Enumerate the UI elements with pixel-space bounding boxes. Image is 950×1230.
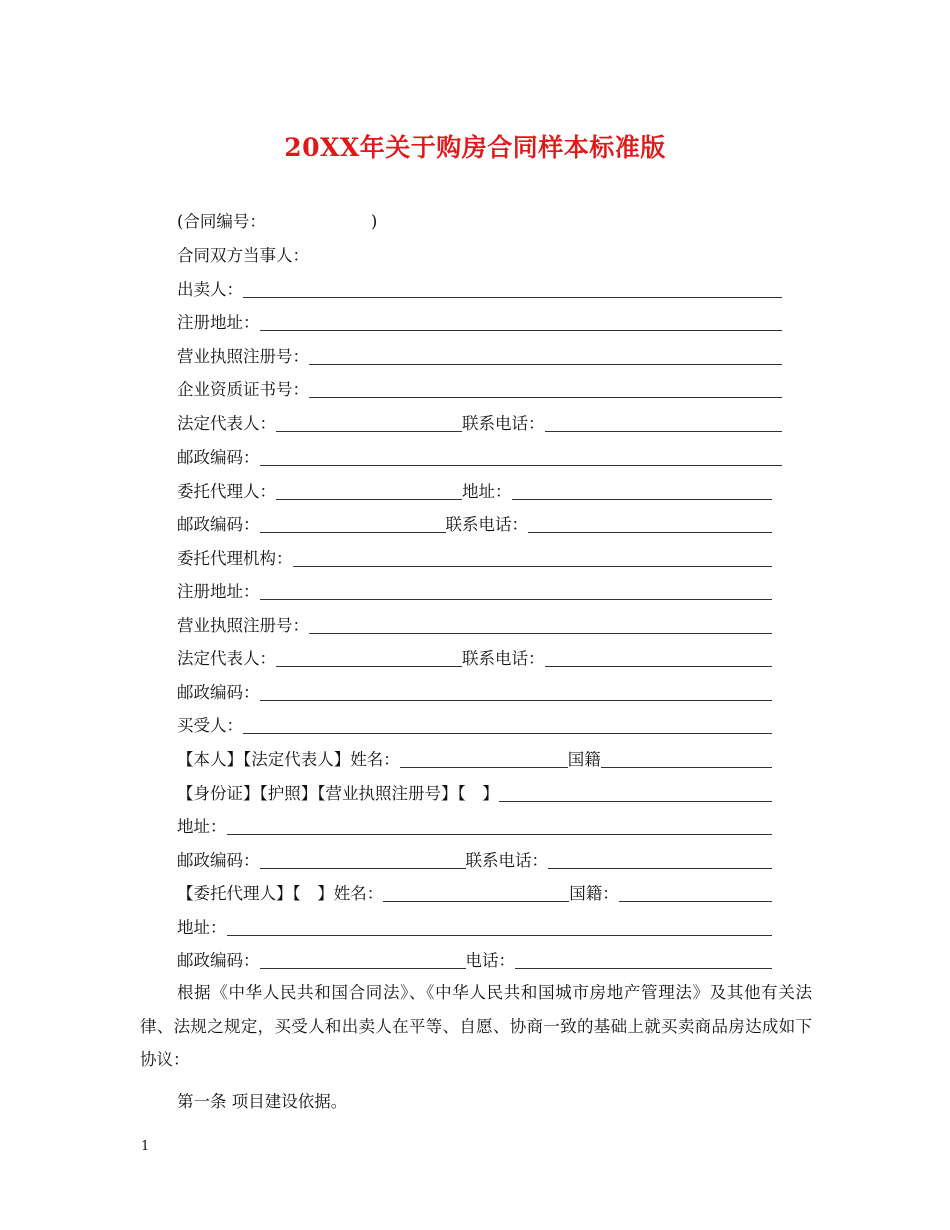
buyer-agent-address-row: 地址： — [177, 910, 772, 940]
buyer-id-field[interactable] — [499, 781, 772, 802]
agent-row: 委托代理人： 地址： — [177, 474, 772, 504]
agency-address-field[interactable] — [260, 579, 773, 600]
seller-postcode-row: 邮政编码： — [177, 440, 782, 470]
agent-address-field[interactable] — [512, 479, 773, 500]
seller-qualification-row: 企业资质证书号： — [177, 372, 782, 402]
buyer-agent-nationality-field[interactable] — [619, 881, 772, 902]
contract-number-label: (合同编号： ) — [177, 212, 378, 231]
buyer-row: 买受人： — [177, 708, 772, 738]
article-1-heading: 第一条 项目建设依据。 — [177, 1092, 348, 1111]
buyer-nationality-field[interactable] — [601, 747, 772, 768]
agent-postcode-row: 邮政编码： 联系电话： — [177, 507, 772, 537]
preamble-paragraph: 根据《中华人民共和国合同法》、《中华人民共和国城市房地产管理法》及其他有关法律、法规之规定，买受人和出卖人在平等、自愿、协商一致的基础上就买卖商品房达成如下协议： — [140, 983, 812, 1069]
seller-legal-rep-field[interactable] — [276, 411, 462, 432]
buyer-phone-field[interactable] — [548, 848, 772, 869]
seller-qualification-field[interactable] — [309, 377, 782, 398]
buyer-agent-row: 【委托代理人】【 】姓名： 国籍： — [177, 876, 772, 906]
agency-address-row: 注册地址： — [177, 574, 772, 604]
agent-phone-field[interactable] — [528, 512, 772, 533]
buyer-field[interactable] — [243, 713, 772, 734]
buyer-agent-postcode-row: 邮政编码： 电话： — [177, 943, 772, 973]
buyer-name-field[interactable] — [400, 747, 568, 768]
buyer-postcode-row: 邮政编码： 联系电话： — [177, 843, 772, 873]
buyer-id-row: 【身份证】【护照】【营业执照注册号】【 】 — [177, 776, 772, 806]
seller-license-row: 营业执照注册号： — [177, 339, 782, 369]
agency-legal-rep-field[interactable] — [276, 646, 462, 667]
agency-postcode-field[interactable] — [260, 680, 773, 701]
agency-field[interactable] — [293, 546, 773, 567]
seller-field[interactable] — [243, 277, 782, 298]
seller-legal-rep-row: 法定代表人： 联系电话： — [177, 406, 782, 436]
agent-postcode-field[interactable] — [260, 512, 446, 533]
page-number: 1 — [141, 1139, 150, 1154]
seller-license-field[interactable] — [309, 344, 782, 365]
buyer-postcode-field[interactable] — [260, 848, 466, 869]
buyer-address-field[interactable] — [227, 814, 773, 835]
buyer-agent-address-field[interactable] — [227, 915, 773, 936]
agency-postcode-row: 邮政编码： — [177, 675, 772, 705]
contract-number-row — [177, 204, 377, 234]
seller-phone-field[interactable] — [545, 411, 783, 432]
seller-address-field[interactable] — [260, 310, 783, 331]
agent-field[interactable] — [276, 479, 462, 500]
agency-license-row: 营业执照注册号： — [177, 608, 772, 638]
agency-phone-field[interactable] — [545, 646, 773, 667]
seller-address-row: 注册地址： — [177, 305, 782, 335]
agency-legal-rep-row: 法定代表人： 联系电话： — [177, 641, 772, 671]
seller-row: 出卖人： — [177, 272, 782, 302]
parties-heading: 合同双方当事人： — [177, 246, 309, 265]
agency-row: 委托代理机构： — [177, 541, 772, 571]
buyer-address-row: 地址： — [177, 809, 772, 839]
buyer-agent-phone-field[interactable] — [515, 948, 772, 969]
seller-postcode-field[interactable] — [260, 445, 783, 466]
buyer-name-row: 【本人】【法定代表人】姓名： 国籍 — [177, 742, 772, 772]
buyer-agent-name-field[interactable] — [383, 881, 569, 902]
document-title: 20XX年关于购房合同样本标准版 — [284, 133, 666, 162]
buyer-agent-postcode-field[interactable] — [260, 948, 466, 969]
agency-license-field[interactable] — [309, 613, 772, 634]
